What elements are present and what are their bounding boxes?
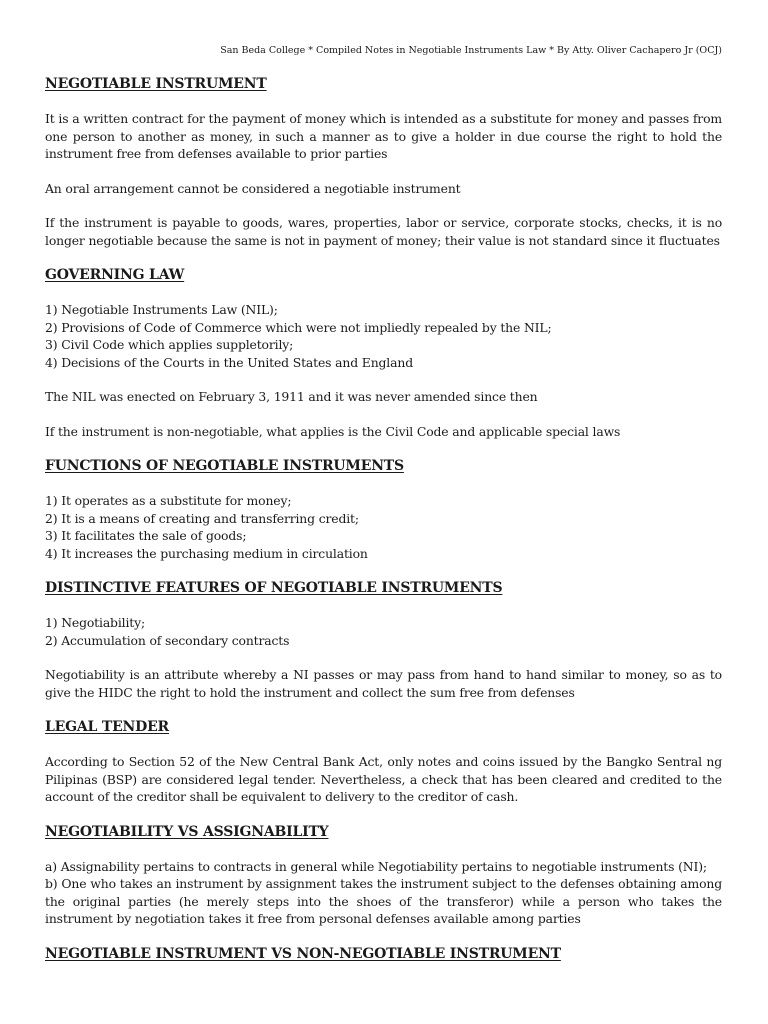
section-heading: LEGAL TENDER — [45, 719, 169, 735]
paragraph: An oral arrangement cannot be considered a negotiable instrument — [45, 180, 461, 196]
paragraph: The NIL was enected on February 3, 1911 and it was never amended since then — [45, 389, 538, 404]
list-item: b) One who takes an instrument by assignment takes the instrument subject to the defenses obtaining among the original parties (he merely steps into the shoes of the transferor) while a person who takes the instrument by negotiation takes it free from personal defenses available among parties — [45, 876, 722, 926]
comparison-list — [45, 858, 722, 928]
list-item: 1) Negotiability; — [45, 615, 145, 630]
paragraph: Negotiability is an attribute whereby a NI passes or may pass from hand to hand similar to money, so as to give the HIDC the right to hold the instrument and collect the sum free from defenses — [45, 667, 722, 700]
list-item: 4) It increases the purchasing medium in circulation — [45, 545, 368, 561]
section-heading: NEGOTIABLE INSTRUMENT — [45, 76, 267, 92]
document-body — [45, 75, 722, 980]
list-item: 1) Negotiable Instruments Law (NIL); — [45, 302, 278, 317]
section-functions — [45, 457, 722, 562]
paragraph: If the instrument is payable to goods, wares, properties, labor or service, corporate stocks, checks, it is no longer negotiable because the same is not in payment of money; their value is not standard since it fluctuates — [45, 215, 722, 248]
list-item: 2) Provisions of Code of Commerce which were not impliedly repealed by the NIL; — [45, 319, 552, 335]
section-negotiable-instrument — [45, 75, 722, 249]
paragraph: According to Section 52 of the New Central Bank Act, only notes and coins issued by the Bangko Sentral ng Pilipinas (BSP) are considered legal tender. Nevertheless, a check that has been cleared and credited to the account of the creditor shall be equivalent to delivery to the creditor of cash. — [45, 754, 722, 804]
functions-list — [45, 492, 722, 562]
section-negotiability-vs-assignability — [45, 823, 722, 928]
document-page — [45, 0, 722, 1024]
section-governing-law — [45, 266, 722, 440]
list-item: 1) It operates as a substitute for money; — [45, 493, 292, 508]
section-distinctive-features — [45, 579, 722, 701]
section-heading: NEGOTIABILITY VS ASSIGNABILITY — [45, 823, 329, 840]
section-legal-tender — [45, 718, 722, 806]
section-ni-vs-non-ni — [45, 945, 722, 963]
list-item: 2) Accumulation of secondary contracts — [45, 632, 290, 648]
list-item: 4) Decisions of the Courts in the United States and England — [45, 354, 413, 370]
list-item: 3) It facilitates the sale of goods; — [45, 528, 247, 543]
paragraph: If the instrument is non-negotiable, what applies is the Civil Code and applicable special laws — [45, 423, 621, 439]
section-heading: FUNCTIONS OF NEGOTIABLE INSTRUMENTS — [45, 458, 404, 474]
list-item: 3) Civil Code which applies suppletorily; — [45, 337, 294, 352]
section-heading: GOVERNING LAW — [45, 267, 185, 283]
section-heading: NEGOTIABLE INSTRUMENT VS NON-NEGOTIABLE INSTRUMENT — [45, 945, 561, 962]
list-item: 2) It is a means of creating and transferring credit; — [45, 510, 359, 526]
list-item: a) Assignability pertains to contracts in general while Negotiability pertains to negotiable instruments (NI); — [45, 858, 707, 874]
running-header: San Beda College * Compiled Notes in Negotiable Instruments Law * By Atty. Oliver Cachapero Jr (OCJ) — [220, 45, 722, 56]
paragraph: It is a written contract for the payment of money which is intended as a substitute for money and passes from one person to another as money, in such a manner as to give a holder in due course the right to hold the instrument free from defenses available to prior parties — [45, 111, 722, 161]
governing-law-list — [45, 301, 722, 371]
section-heading: DISTINCTIVE FEATURES OF NEGOTIABLE INSTRUMENTS — [45, 580, 503, 596]
features-list — [45, 614, 722, 649]
